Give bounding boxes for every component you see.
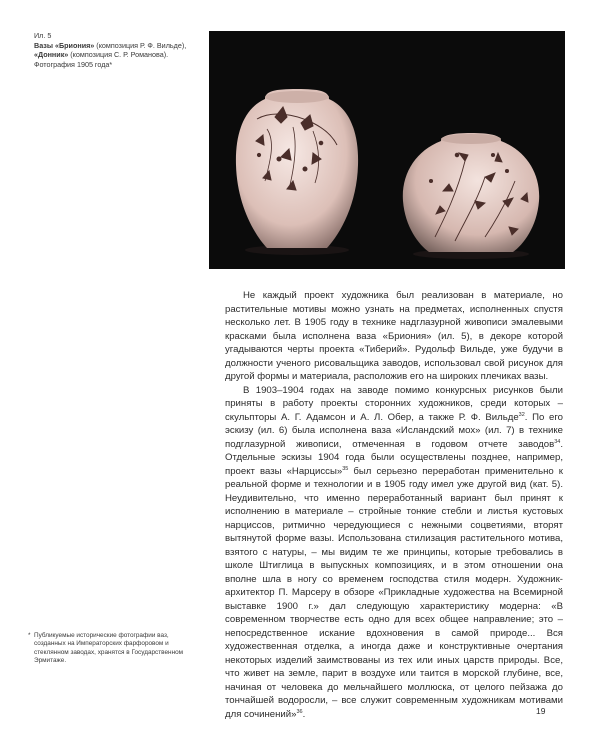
vase-donnik xyxy=(403,133,539,259)
figure-caption xyxy=(34,31,204,69)
article-text xyxy=(225,289,563,721)
caption-line-2: «Донник» (композиция С. Р. Романова). xyxy=(34,50,169,60)
figure-label: Ил. 5 xyxy=(34,31,52,40)
vase-title-donnik: «Донник» xyxy=(34,50,69,60)
caption-line-3: Фотография 1905 года* xyxy=(34,59,113,69)
footnote xyxy=(28,632,202,666)
page-number: 19 xyxy=(536,706,546,716)
paragraph-1: Не каждый проект художника был реализован в материале, но растительные мотивы можно узнать на предметах, исполненных спустя несколько лет. В 1905 году в технике надглазурной живописи эмалевыми красками была исполнена ваза «Бриония» (ил. 5), в декоре которой угадываются черты проекта «Тиберий». Рудольф Вильде, уже будучи в должности ученого рисовальщика заводов, использовал свой рисунок для другой формы и материала, расположив его на широких плечиках вазы. xyxy=(225,290,563,382)
footnote-text: Публикуемые исторические фотографии ваз, созданных на Императорских фарфоровом и стеклянном заводах, хранятся в Государственном Эрмитаже. xyxy=(34,632,184,665)
paragraph-2: В 1903–1904 годах на заводе помимо конкурсных рисунков были приняты в работу проекты сторонних художников, среди которых – скульпторы А. Г. Адамсон и А. Л. Обер, а также Р. Ф. Вильде$^{32}$. По его эскизу (ил. 6) была исполнена ваза «Исландский мох» (ил. 7) в технике подглазурной живописи, отмеченная в годовом отчете заводов$^{34}$. Отдельные эскизы 1904 года были осуществлены позднее, например, проект вазы «Нарциссы»$^{35}$ был серьезно переработан применительно к реальной форме и технологии и в 1905 году имел уже другой вид (кат. 5). Неудивительно, что именно переработанный вариант был принят к исполнению в материале – стройные тонкие стебли и листья кустовых нарциссов, ритмично чередующиеся с нежными соцветиями, вторят вытянутой форме вазы. Использована стилизация растительного мотива, взятого с натуры, – мы видим те же принципы, которые требовались в школе Штиглица в выпускных композициях, и в этом отношении она вполне шла в ногу со временем господства стиля модерн. Художник-архитектор П. Марсеру в обзоре «Прикладные художества на Всемирной выставке 1900 г.» дал следующую характеристику модерна: «В современном творчестве есть одно для всех общее направление; это – непосредственное искание вдохновения в самой природе... Вся художественная отделка, а иногда даже и конструктивные очертания некоторых изделий заимствованы из тех или иных царств природы. Все, что живет на земле, парит в воздухе или таится в морской глубине, все, начиная от человека до мельчайшего моллюска, от целого пейзажа до тончайшей водоросли, – все служит современным художникам мотивами для сочинений»$^{36}$. xyxy=(225,384,564,720)
footnote-ref-36: 36 xyxy=(296,708,303,715)
footnote-mark: * xyxy=(28,632,31,639)
footnote-ref-34: 34 xyxy=(554,438,561,445)
vase-title-brionia: Вазы «Бриония» xyxy=(34,40,95,50)
vase-brionia xyxy=(236,89,358,255)
vases-image xyxy=(209,31,565,269)
footnote-ref-32: 32 xyxy=(518,411,525,418)
vases-photograph xyxy=(209,31,565,269)
footnote-ref-35: 35 xyxy=(342,465,349,472)
caption-line-1: Вазы «Бриония» (композиция Р. Ф. Вильде), xyxy=(34,40,187,50)
